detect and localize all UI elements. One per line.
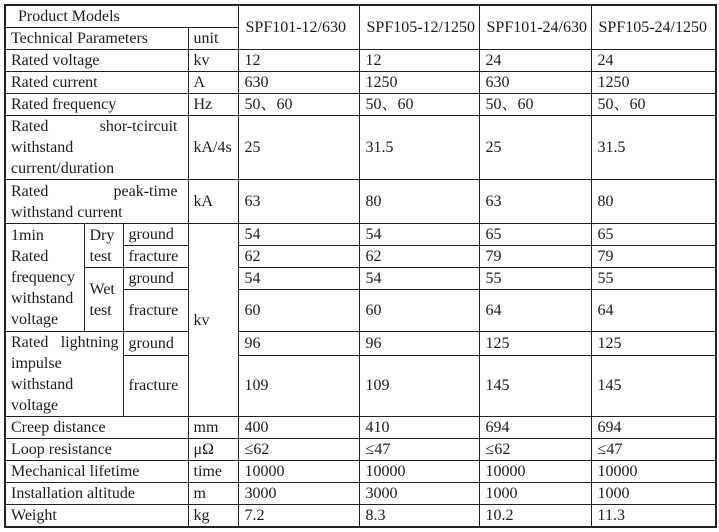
value-cell: 109	[359, 355, 479, 416]
test-type-cell: Wet test	[84, 268, 123, 332]
row-label	[5, 332, 123, 417]
value-cell: 31.5	[359, 116, 479, 180]
value-cell: 1250	[359, 72, 479, 94]
value-cell: 630	[479, 72, 591, 94]
value-cell: 31.5	[591, 116, 716, 180]
table-row	[5, 439, 716, 461]
table-row	[5, 50, 716, 72]
value-cell: 410	[359, 417, 479, 439]
value-cell: 80	[359, 180, 479, 224]
value-cell: 96	[359, 332, 479, 356]
value-cell: 50、60	[591, 94, 716, 116]
row-label	[5, 180, 188, 224]
value-cell: 12	[238, 50, 359, 72]
model-header-2: SPF105-12/1250	[359, 5, 479, 50]
value-cell: 62	[238, 246, 359, 268]
value-cell: 55	[591, 268, 716, 290]
value-cell: 79	[479, 246, 591, 268]
electrode-cell: fracture	[123, 290, 188, 332]
unit-cell: kg	[188, 505, 238, 528]
value-cell: 10000	[479, 461, 591, 483]
value-cell: 10.2	[479, 505, 591, 528]
table-row	[5, 224, 716, 246]
value-cell: 60	[359, 290, 479, 332]
value-cell: 125	[479, 332, 591, 356]
row-label: Loop resistance	[5, 439, 188, 461]
value-cell: 55	[479, 268, 591, 290]
table-row	[5, 483, 716, 505]
label-line: Rated lightning	[11, 334, 119, 351]
label-line: Rated peak-time	[11, 182, 178, 200]
row-label: Rated frequency	[5, 94, 188, 116]
value-cell: 60	[238, 290, 359, 332]
technical-parameters-header: Technical Parameters	[5, 28, 188, 50]
value-cell: 1250	[591, 72, 716, 94]
value-cell: 145	[591, 355, 716, 416]
label-line: Rated shor-tcircuit	[11, 118, 178, 135]
table-row	[5, 116, 716, 180]
unit-cell: m	[188, 483, 238, 505]
electrode-cell: ground	[123, 224, 188, 246]
row-label: Rated current	[5, 72, 188, 94]
test-type-cell: Dry test	[84, 224, 123, 268]
value-cell: 7.2	[238, 505, 359, 528]
value-cell: 400	[238, 417, 359, 439]
electrode-cell: fracture	[123, 246, 188, 268]
unit-cell: kv	[188, 50, 238, 72]
table-row	[5, 94, 716, 116]
table-row	[5, 180, 716, 224]
value-cell: 12	[359, 50, 479, 72]
table-row	[5, 332, 716, 356]
electrode-cell: ground	[123, 268, 188, 290]
value-cell: 50、60	[479, 94, 591, 116]
value-cell: 64	[591, 290, 716, 332]
row-label: 1min Rated frequency withstand voltage	[5, 224, 84, 332]
spec-table	[4, 4, 717, 528]
value-cell: ≤47	[359, 439, 479, 461]
value-cell: 694	[479, 417, 591, 439]
table-row	[5, 461, 716, 483]
label-line: voltage	[11, 397, 59, 414]
model-header-3: SPF101-24/630	[479, 5, 591, 50]
value-cell: 65	[591, 224, 716, 246]
value-cell: 109	[238, 355, 359, 416]
value-cell: 64	[479, 290, 591, 332]
value-cell: 25	[238, 116, 359, 180]
electrode-cell: ground	[123, 332, 188, 356]
value-cell: 50、60	[359, 94, 479, 116]
label-line: impulse	[11, 355, 62, 372]
value-cell: 10000	[359, 461, 479, 483]
value-cell: ≤47	[591, 439, 716, 461]
row-label: Weight	[5, 505, 188, 528]
value-cell: 62	[359, 246, 479, 268]
value-cell: 79	[591, 246, 716, 268]
value-cell: 25	[479, 116, 591, 180]
label-line: withstand	[11, 139, 74, 156]
table-row	[5, 417, 716, 439]
table-row	[5, 505, 716, 528]
label-line: current/duration	[11, 160, 115, 177]
value-cell: 63	[479, 180, 591, 224]
unit-cell: kv	[188, 224, 238, 417]
electrode-cell: fracture	[123, 355, 188, 416]
label-line: withstand current	[11, 203, 123, 221]
unit-header: unit	[188, 28, 238, 50]
table-row	[5, 72, 716, 94]
table-row	[5, 268, 716, 290]
row-label: Rated voltage	[5, 50, 188, 72]
value-cell: 8.3	[359, 505, 479, 528]
value-cell: 54	[238, 224, 359, 246]
unit-cell: kA/4s	[188, 116, 238, 180]
value-cell: 125	[591, 332, 716, 356]
value-cell: ≤62	[238, 439, 359, 461]
row-label	[5, 116, 188, 180]
value-cell: 10000	[591, 461, 716, 483]
value-cell: 54	[238, 268, 359, 290]
value-cell: 3000	[359, 483, 479, 505]
product-models-header: Product Models	[5, 5, 238, 28]
value-cell: 54	[359, 268, 479, 290]
row-label: Creep distance	[5, 417, 188, 439]
unit-cell: Hz	[188, 94, 238, 116]
value-cell: 24	[591, 50, 716, 72]
value-cell: 96	[238, 332, 359, 356]
value-cell: 24	[479, 50, 591, 72]
label-line: withstand	[11, 376, 74, 393]
row-label: Mechanical lifetime	[5, 461, 188, 483]
value-cell: 63	[238, 180, 359, 224]
value-cell: 694	[591, 417, 716, 439]
value-cell: 65	[479, 224, 591, 246]
value-cell: 80	[591, 180, 716, 224]
unit-cell: kA	[188, 180, 238, 224]
value-cell: 1000	[591, 483, 716, 505]
value-cell: 10000	[238, 461, 359, 483]
model-header-1: SPF101-12/630	[238, 5, 359, 50]
value-cell: ≤62	[479, 439, 591, 461]
value-cell: 54	[359, 224, 479, 246]
value-cell: 1000	[479, 483, 591, 505]
value-cell: 630	[238, 72, 359, 94]
value-cell: 50、60	[238, 94, 359, 116]
value-cell: 11.3	[591, 505, 716, 528]
unit-cell: μΩ	[188, 439, 238, 461]
value-cell: 145	[479, 355, 591, 416]
unit-cell: mm	[188, 417, 238, 439]
unit-cell: A	[188, 72, 238, 94]
row-label: Installation altitude	[5, 483, 188, 505]
unit-cell: time	[188, 461, 238, 483]
model-header-4: SPF105-24/1250	[591, 5, 716, 50]
value-cell: 3000	[238, 483, 359, 505]
